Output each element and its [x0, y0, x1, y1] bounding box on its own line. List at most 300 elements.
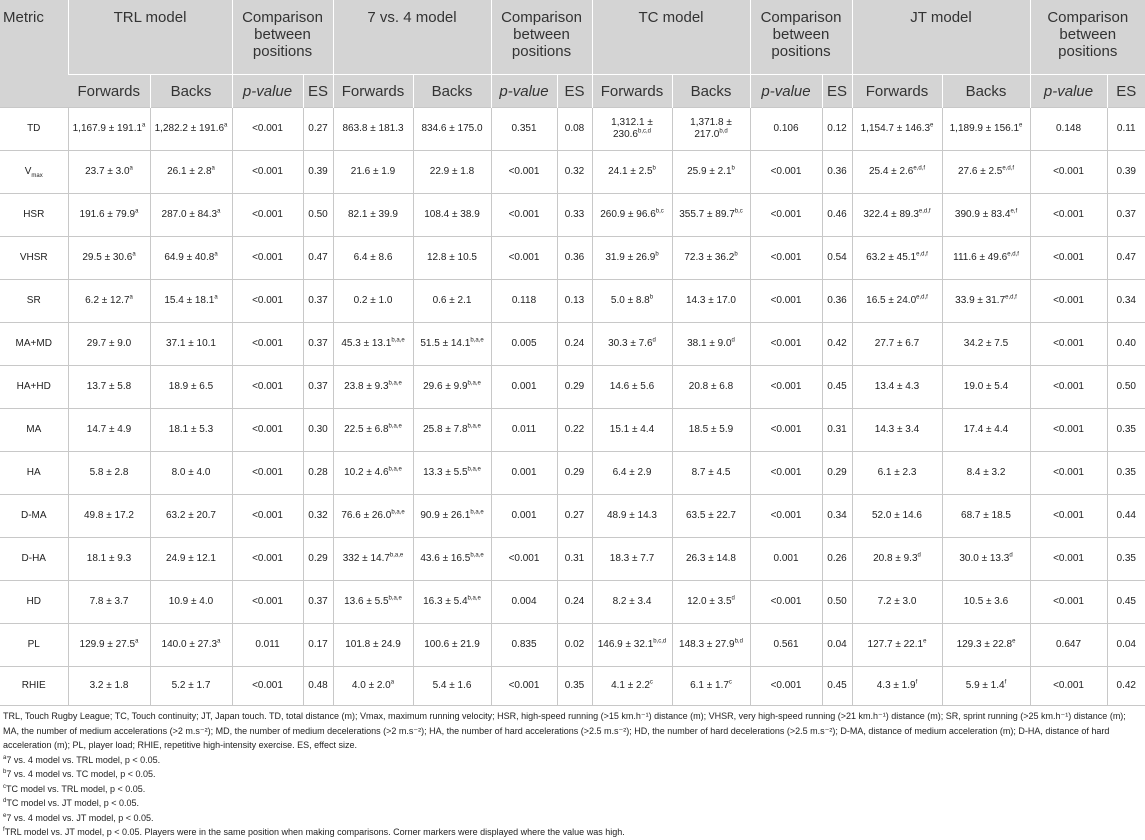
cell-value: 0.004 — [511, 596, 537, 607]
cell-value: 0.31 — [827, 424, 847, 435]
cell-value: 0.561 — [773, 639, 799, 650]
cell-value: 52.0 ± 14.6 — [872, 510, 922, 521]
value-cell — [1107, 323, 1145, 366]
significance-marker: a — [217, 638, 221, 645]
col-backs: Backs — [942, 75, 1030, 108]
metric-label: HSR — [23, 209, 45, 220]
value-cell — [822, 323, 852, 366]
value-cell — [592, 624, 672, 667]
value-cell — [557, 452, 592, 495]
significance-marker: a — [135, 638, 139, 645]
value-cell — [852, 495, 942, 538]
value-cell — [592, 452, 672, 495]
cell-value: 37.1 ± 10.1 — [166, 338, 216, 349]
cell-value: 332 ± 14.7 — [342, 553, 390, 564]
group-header-tc: TC model — [592, 0, 750, 75]
cell-value: 6.4 ± 8.6 — [353, 252, 393, 263]
cell-value: 1,312.1 ± 230.6 — [611, 117, 653, 140]
cell-value: <0.001 — [1053, 424, 1084, 435]
value-cell — [822, 452, 852, 495]
value-cell — [1030, 538, 1107, 581]
significance-marker: d — [917, 552, 921, 559]
significance-marker: b,a,e — [467, 423, 481, 430]
value-cell — [1030, 280, 1107, 323]
value-cell — [413, 108, 491, 151]
cell-value: 0.36 — [827, 295, 847, 306]
value-cell — [557, 280, 592, 323]
cell-value: 25.8 ± 7.8 — [423, 424, 468, 435]
value-cell — [232, 108, 303, 151]
cell-value: 1,282.2 ± 191.6 — [154, 123, 225, 134]
value-cell — [150, 237, 232, 280]
value-cell — [822, 409, 852, 452]
group-header-comparison: Comparison between positions — [1030, 0, 1145, 75]
significance-marker: e,d,f — [913, 165, 926, 172]
value-cell — [750, 495, 822, 538]
value-cell — [852, 581, 942, 624]
cell-value: 0.2 ± 1.0 — [353, 295, 393, 306]
value-cell — [413, 409, 491, 452]
value-cell — [333, 538, 413, 581]
value-cell — [750, 366, 822, 409]
footnote — [3, 767, 1142, 782]
cell-value: 33.9 ± 31.7 — [955, 295, 1006, 306]
value-cell — [1107, 194, 1145, 237]
cell-value: <0.001 — [770, 680, 802, 691]
cell-value: 287.0 ± 84.3 — [161, 209, 218, 220]
cell-value: 0.39 — [308, 166, 328, 177]
value-cell — [491, 151, 557, 194]
value-cell — [68, 667, 150, 706]
value-cell — [557, 108, 592, 151]
metric-cell — [0, 452, 68, 495]
cell-value: 29.5 ± 30.6 — [82, 252, 133, 263]
value-cell — [68, 538, 150, 581]
value-cell — [750, 624, 822, 667]
cell-value: <0.001 — [252, 123, 283, 134]
footnote-marker: a — [3, 754, 7, 761]
value-cell — [232, 151, 303, 194]
value-cell — [150, 194, 232, 237]
value-cell — [333, 495, 413, 538]
value-cell — [852, 538, 942, 581]
value-cell — [413, 667, 491, 706]
significance-marker: b,c — [655, 208, 664, 215]
cell-value: <0.001 — [252, 467, 283, 478]
value-cell — [557, 151, 592, 194]
cell-value: <0.001 — [508, 553, 540, 564]
value-cell — [592, 667, 672, 706]
cell-value: 5.2 ± 1.7 — [171, 680, 211, 691]
value-cell — [852, 108, 942, 151]
cell-value: 23.7 ± 3.0 — [85, 166, 130, 177]
value-cell — [557, 323, 592, 366]
value-cell — [852, 667, 942, 706]
cell-value: 18.5 ± 5.9 — [688, 424, 734, 435]
value-cell — [822, 581, 852, 624]
cell-value: 0.106 — [773, 123, 799, 134]
value-cell — [150, 151, 232, 194]
cell-value: 72.3 ± 36.2 — [684, 252, 735, 263]
cell-value: <0.001 — [1053, 680, 1084, 691]
value-cell — [1030, 495, 1107, 538]
cell-value: 0.35 — [1116, 553, 1136, 564]
value-cell — [557, 366, 592, 409]
value-cell — [150, 667, 232, 706]
group-header-trl: TRL model — [68, 0, 232, 75]
cell-value: 108.4 ± 38.9 — [424, 209, 480, 220]
significance-marker: e — [923, 638, 927, 645]
cell-value: 390.9 ± 83.4 — [954, 209, 1011, 220]
cell-value: <0.001 — [252, 510, 283, 521]
value-cell — [942, 581, 1030, 624]
footnote-marker: d — [3, 798, 7, 804]
significance-marker: b,a,e — [388, 380, 402, 387]
value-cell — [333, 151, 413, 194]
cell-value: <0.001 — [1053, 295, 1084, 306]
value-cell — [1107, 624, 1145, 667]
value-cell — [750, 409, 822, 452]
value-cell — [942, 538, 1030, 581]
metric-cell — [0, 624, 68, 667]
cell-value: 63.2 ± 45.1 — [866, 252, 917, 263]
cell-value: 18.1 ± 5.3 — [168, 424, 214, 435]
value-cell — [333, 323, 413, 366]
cell-value: <0.001 — [1053, 553, 1084, 564]
cell-value: <0.001 — [1053, 467, 1084, 478]
significance-marker: e — [930, 122, 934, 129]
cell-value: <0.001 — [252, 553, 283, 564]
value-cell — [68, 452, 150, 495]
value-cell — [1030, 581, 1107, 624]
value-cell — [852, 323, 942, 366]
cell-value: 64.9 ± 40.8 — [164, 252, 215, 263]
value-cell — [1030, 452, 1107, 495]
cell-value: 0.29 — [564, 467, 585, 478]
cell-value: 355.7 ± 89.7 — [679, 209, 735, 220]
value-cell — [672, 452, 750, 495]
cell-value: <0.001 — [770, 166, 802, 177]
value-cell — [1107, 237, 1145, 280]
cell-value: 26.3 ± 14.8 — [686, 553, 736, 564]
cell-value: <0.001 — [770, 467, 802, 478]
value-cell — [1107, 280, 1145, 323]
value-cell — [672, 538, 750, 581]
value-cell — [333, 108, 413, 151]
cell-value: 0.45 — [827, 381, 847, 392]
significance-marker: b — [734, 251, 738, 258]
value-cell — [672, 237, 750, 280]
cell-value: 191.6 ± 79.9 — [79, 209, 136, 220]
value-cell — [491, 366, 557, 409]
col-pvalue: p-value — [491, 75, 557, 108]
value-cell — [413, 323, 491, 366]
cell-value: 0.351 — [511, 123, 537, 134]
significance-marker: d — [731, 595, 735, 602]
cell-value: <0.001 — [770, 424, 802, 435]
cell-value: 0.47 — [1116, 252, 1136, 263]
cell-value: 8.2 ± 3.4 — [612, 596, 652, 607]
col-es: ES — [557, 75, 592, 108]
value-cell — [852, 237, 942, 280]
table-row — [0, 667, 1145, 706]
value-cell — [491, 409, 557, 452]
value-cell — [822, 667, 852, 706]
value-cell — [592, 581, 672, 624]
value-cell — [1107, 667, 1145, 706]
cell-value: 0.12 — [827, 123, 847, 134]
cell-value: 0.35 — [1116, 424, 1136, 435]
value-cell — [303, 452, 333, 495]
value-cell — [413, 237, 491, 280]
metric-cell — [0, 538, 68, 581]
table-row — [0, 108, 1145, 151]
footnote-text: 7 vs. 4 model vs. TRL model, p < 0.05. — [6, 754, 161, 765]
value-cell — [491, 624, 557, 667]
cell-value: 22.9 ± 1.8 — [429, 166, 475, 177]
cell-value: 5.0 ± 8.8 — [610, 295, 650, 306]
metric-cell — [0, 323, 68, 366]
value-cell — [491, 108, 557, 151]
cell-value: 0.17 — [308, 639, 328, 650]
value-cell — [750, 280, 822, 323]
significance-marker: b,a,e — [467, 466, 481, 473]
value-cell — [303, 409, 333, 452]
metric-label: HD — [26, 596, 41, 607]
metric-label: V — [24, 166, 32, 177]
value-cell — [491, 452, 557, 495]
cell-value: 146.9 ± 32.1 — [597, 639, 654, 650]
value-cell — [333, 280, 413, 323]
value-cell — [303, 624, 333, 667]
value-cell — [303, 237, 333, 280]
cell-value: 0.37 — [308, 381, 328, 392]
cell-value: 0.001 — [511, 467, 537, 478]
significance-marker: a — [390, 679, 395, 686]
significance-marker: b,d — [719, 128, 728, 135]
value-cell — [232, 323, 303, 366]
value-cell — [1107, 452, 1145, 495]
cell-value: 1,154.7 ± 146.3 — [860, 123, 931, 134]
cell-value: 0.36 — [564, 252, 585, 263]
cell-value: 17.4 ± 4.4 — [963, 424, 1009, 435]
cell-value: 0.54 — [827, 252, 847, 263]
value-cell — [557, 538, 592, 581]
cell-value: 27.7 ± 6.7 — [874, 338, 920, 349]
cell-value: 19.0 ± 5.4 — [963, 381, 1009, 392]
cell-value: 4.0 ± 2.0 — [351, 680, 391, 691]
value-cell — [672, 366, 750, 409]
cell-value: 0.37 — [308, 295, 328, 306]
cell-value: 0.29 — [564, 381, 585, 392]
cell-value: 7.2 ± 3.0 — [877, 596, 917, 607]
value-cell — [303, 538, 333, 581]
metric-label: D-HA — [21, 553, 46, 564]
table-row — [0, 409, 1145, 452]
cell-value: <0.001 — [508, 252, 540, 263]
cell-value: 6.1 ± 1.7 — [690, 680, 729, 691]
metric-label: HA — [26, 467, 41, 478]
cell-value: 322.4 ± 89.3 — [863, 209, 919, 220]
cell-value: <0.001 — [1053, 338, 1084, 349]
metric-cell — [0, 280, 68, 323]
cell-value: 0.37 — [1116, 209, 1136, 220]
value-cell — [672, 495, 750, 538]
metric-label: PL — [27, 639, 40, 650]
cell-value: 6.1 ± 2.3 — [877, 467, 917, 478]
cell-value: 0.6 ± 2.1 — [432, 295, 472, 306]
cell-value: 0.40 — [1116, 338, 1136, 349]
cell-value: 0.22 — [564, 424, 585, 435]
col-backs: Backs — [150, 75, 232, 108]
cell-value: 8.0 ± 4.0 — [171, 467, 211, 478]
value-cell — [68, 151, 150, 194]
cell-value: 13.3 ± 5.5 — [423, 467, 468, 478]
cell-value: 5.8 ± 2.8 — [89, 467, 129, 478]
cell-value: 48.9 ± 14.3 — [607, 510, 657, 521]
col-forwards: Forwards — [333, 75, 413, 108]
cell-value: <0.001 — [1053, 596, 1084, 607]
metric-cell — [0, 667, 68, 706]
significance-marker: e,d,f — [918, 208, 931, 215]
value-cell — [592, 409, 672, 452]
significance-marker: e,d,f — [1005, 294, 1017, 301]
significance-marker: b,a,e — [391, 337, 405, 344]
group-header-comparison: Comparison between positions — [232, 0, 333, 75]
value-cell — [822, 624, 852, 667]
metric-cell — [0, 495, 68, 538]
value-cell — [942, 194, 1030, 237]
footnote-marker: f — [3, 827, 5, 833]
cell-value: 4.3 ± 1.9 — [876, 680, 916, 691]
cell-value: 0.27 — [564, 510, 585, 521]
cell-value: <0.001 — [252, 252, 283, 263]
cell-value: 63.5 ± 22.7 — [686, 510, 736, 521]
value-cell — [232, 194, 303, 237]
table-row — [0, 151, 1145, 194]
group-header-comparison: Comparison between positions — [750, 0, 852, 75]
value-cell — [852, 194, 942, 237]
cell-value: 0.50 — [308, 209, 328, 220]
value-cell — [333, 366, 413, 409]
value-cell — [672, 194, 750, 237]
col-es: ES — [303, 75, 333, 108]
significance-marker: b,a,e — [388, 423, 402, 430]
value-cell — [942, 495, 1030, 538]
cell-value: <0.001 — [1053, 209, 1084, 220]
cell-value: 6.4 ± 2.9 — [612, 467, 652, 478]
value-cell — [942, 108, 1030, 151]
significance-marker: e,d,f — [1007, 251, 1019, 258]
value-cell — [413, 538, 491, 581]
value-cell — [750, 237, 822, 280]
significance-marker: a — [142, 122, 146, 129]
cell-value: <0.001 — [770, 295, 802, 306]
value-cell — [1107, 366, 1145, 409]
significance-marker: b,a,e — [467, 380, 481, 387]
value-cell — [232, 409, 303, 452]
cell-value: 0.47 — [308, 252, 328, 263]
cell-value: 0.011 — [255, 639, 280, 650]
cell-value: 14.6 ± 5.6 — [609, 381, 655, 392]
value-cell — [150, 366, 232, 409]
cell-value: 27.6 ± 2.5 — [957, 166, 1003, 177]
value-cell — [333, 194, 413, 237]
cell-value: 13.6 ± 5.5 — [344, 596, 389, 607]
value-cell — [942, 323, 1030, 366]
value-cell — [333, 581, 413, 624]
value-cell — [1030, 323, 1107, 366]
cell-value: 0.44 — [1116, 510, 1136, 521]
cell-value: 0.005 — [511, 338, 537, 349]
metric-label: SR — [26, 295, 41, 306]
significance-marker: b,a,e — [470, 337, 484, 344]
cell-value: 49.8 ± 17.2 — [84, 510, 134, 521]
significance-marker: f — [1004, 679, 1007, 686]
cell-value: 23.8 ± 9.3 — [344, 381, 389, 392]
significance-marker: d — [731, 337, 735, 344]
value-cell — [68, 624, 150, 667]
table-row — [0, 194, 1145, 237]
cell-value: 51.5 ± 14.1 — [420, 338, 471, 349]
metric-header: Metric — [0, 0, 68, 108]
value-cell — [303, 667, 333, 706]
value-cell — [852, 366, 942, 409]
table-row — [0, 624, 1145, 667]
value-cell — [942, 624, 1030, 667]
value-cell — [822, 280, 852, 323]
cell-value: 0.27 — [308, 123, 328, 134]
value-cell — [413, 151, 491, 194]
value-cell — [68, 280, 150, 323]
value-cell — [672, 409, 750, 452]
cell-value: 38.1 ± 9.0 — [687, 338, 732, 349]
value-cell — [68, 237, 150, 280]
cell-value: 111.6 ± 49.6 — [953, 252, 1008, 263]
cell-value: 863.8 ± 181.3 — [342, 123, 404, 134]
cell-value: <0.001 — [770, 596, 802, 607]
value-cell — [672, 108, 750, 151]
value-cell — [232, 581, 303, 624]
value-cell — [68, 108, 150, 151]
footnote — [3, 796, 1142, 811]
value-cell — [68, 366, 150, 409]
cell-value: <0.001 — [252, 596, 283, 607]
cell-value: 0.011 — [511, 424, 537, 435]
cell-value: 14.7 ± 4.9 — [86, 424, 132, 435]
cell-value: 0.04 — [827, 639, 847, 650]
footnote-text: 7 vs. 4 model vs. TC model, p < 0.05. — [6, 769, 156, 779]
col-backs: Backs — [413, 75, 491, 108]
cell-value: 26.1 ± 2.8 — [167, 166, 212, 177]
footnote-marker: c — [3, 783, 6, 790]
cell-value: 0.30 — [308, 424, 328, 435]
value-cell — [1030, 151, 1107, 194]
cell-value: 0.35 — [564, 680, 585, 691]
table-row — [0, 323, 1145, 366]
value-cell — [491, 667, 557, 706]
cell-value: 90.9 ± 26.1 — [420, 510, 471, 521]
cell-value: 1,371.8 ± 217.0 — [690, 117, 732, 140]
cell-value: 30.3 ± 7.6 — [608, 338, 653, 349]
value-cell — [822, 151, 852, 194]
value-cell — [232, 495, 303, 538]
cell-value: <0.001 — [770, 338, 802, 349]
significance-marker: b,a,e — [389, 552, 404, 559]
value-cell — [1030, 667, 1107, 706]
value-cell — [303, 151, 333, 194]
cell-value: 68.7 ± 18.5 — [961, 510, 1011, 521]
